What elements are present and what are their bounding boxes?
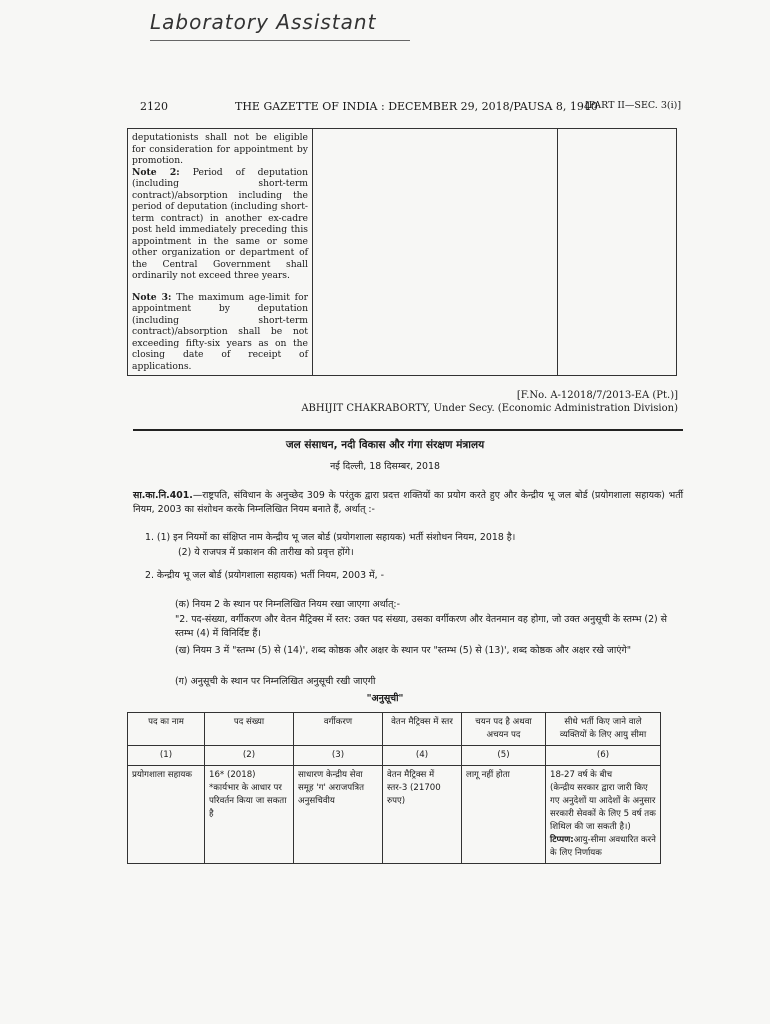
age-note-text: आयु-सीमा अवधारित करने के लिए निर्णायक <box>550 835 656 858</box>
col-number: (1) <box>128 746 205 766</box>
continued-rules-table <box>127 128 677 376</box>
age-relaxation: (केन्द्रीय सरकार द्वारा जारी किए गए अनुदेशों या आदेशों के अनुसार सरकारी सेवकों के लिए 5 वर्ष तक शिथिल की जा सकती है।) <box>550 783 656 832</box>
schedule-row <box>128 766 661 864</box>
cell-post-count <box>205 766 294 864</box>
col-number: (2) <box>205 746 294 766</box>
item-ka-quote: "2. पद-संख्या, वर्गीकरण और वेतन मैट्रिक्स में स्तर: उक्त पद संख्या, उसका वर्गीकरण और वेतनमान वह होगा, जो उक्त अनुसूची के स्तम्भ (2) से स्तम्भ (4) में विनिर्दिष्ट हैं। <box>175 614 668 639</box>
schedule-table <box>127 712 661 864</box>
deputation-line: deputationists shall not be eligible for consideration for appointment by promotion. <box>132 132 308 166</box>
schedule-number-row <box>128 746 661 766</box>
cell-selection: लागू नहीं होता <box>462 766 546 864</box>
age-range: 18-27 वर्ष के बीच <box>550 770 613 780</box>
note-3 <box>132 292 308 373</box>
notes-cell <box>128 129 313 376</box>
header-selection: चयन पद है अथवा अचयन पद <box>462 713 546 746</box>
file-reference <box>301 389 678 415</box>
date-line: नई दिल्ली, 18 दिसम्बर, 2018 <box>330 461 440 472</box>
age-note <box>550 834 656 860</box>
cell-classification: साधारण केन्द्रीय सेवा समूह 'ग' अराजपत्रित अनुसचिवीय <box>294 766 383 864</box>
cell-pay-level: वेतन मैट्रिक्स में स्तर-3 (21700 रुपए) <box>383 766 462 864</box>
preamble-paragraph <box>133 489 683 517</box>
handwritten-underline <box>150 40 410 42</box>
header-pay-level: वेतन मैट्रिक्स में स्तर <box>383 713 462 746</box>
file-number: [F.No. A-12018/7/2013-EA (Pt.)] <box>516 390 678 401</box>
notification-number: सा.का.नि.401. <box>133 490 193 501</box>
note-2 <box>132 167 308 282</box>
note-2-text: Period of deputation (including short-term contract)/absorption including the period of deputation (including short-term contract) in another ex-cadre post held immediately preceding this appointment in the same or some other organization or department of the Central Government shall ordinarily not exceed three years. <box>132 166 308 281</box>
cell-post-name: प्रयोगशाला सहायक <box>128 766 205 864</box>
schedule-header-row <box>128 713 661 746</box>
preamble-text: —राष्ट्रपति, संविधान के अनुच्छेद 309 के परंतुक द्वारा प्रदत्त शक्तियों का प्रयोग करते हुए और केन्द्रीय भू जल बोर्ड (प्रयोगशाला सहायक) भर्ती नियम, 2003 का संशोधन करके निम्नलिखित नियम बनाते हैं, अर्थात् :- <box>133 490 683 515</box>
empty-cell <box>313 129 558 376</box>
age-note-label: टिप्पण: <box>550 835 574 845</box>
item-2: 2. केन्द्रीय भू जल बोर्ड (प्रयोगशाला सहायक) भर्ती नियम, 2003 में, - <box>145 570 384 581</box>
col-number: (4) <box>383 746 462 766</box>
note-2-label: Note 2: <box>132 166 180 178</box>
col-number: (3) <box>294 746 383 766</box>
gazette-title: THE GAZETTE OF INDIA : DECEMBER 29, 2018/PAUSA 8, 1940 <box>235 100 598 113</box>
header-classification: वर्गीकरण <box>294 713 383 746</box>
note-3-text: The maximum age-limit for appointment by deputation (including short-term contract)/absorption shall be not exceeding fifty-six years as on the closing date of receipt of applications. <box>132 291 308 372</box>
handwritten-note: Laboratory Assistant <box>150 10 377 34</box>
header-post-name: पद का नाम <box>128 713 205 746</box>
item-kha: (ख) नियम 3 में "स्तम्भ (5) से (14)', शब्द कोष्ठक और अक्षर के स्थान पर "स्तम्भ (5) से (13)', शब्द कोष्ठक और अक्षर रखे जाएंगे" <box>175 645 632 656</box>
page-number: 2120 <box>140 100 168 113</box>
note-3-label: Note 3: <box>132 291 172 303</box>
post-count-note: *कार्यभार के आधार पर परिवर्तन किया जा सकता है <box>209 783 287 819</box>
post-count: 16* (2018) <box>209 770 256 780</box>
signatory: ABHIJIT CHAKRABORTY, Under Secy. (Economic Administration Division) <box>301 403 678 414</box>
section-divider <box>133 429 683 431</box>
header-post-count: पद संख्या <box>205 713 294 746</box>
item-ga: (ग) अनुसूची के स्थान पर निम्नलिखित अनुसूची रखी जाएगी <box>175 676 376 687</box>
col-number: (5) <box>462 746 546 766</box>
col-number: (6) <box>546 746 661 766</box>
item-ka: (क) नियम 2 के स्थान पर निम्नलिखित नियम रखा जाएगा अर्थात्:- <box>175 599 400 610</box>
ministry-title: जल संसाधन, नदी विकास और गंगा संरक्षण मंत्रालय <box>285 439 485 451</box>
item-1-2: (2) ये राजपत्र में प्रकाशन की तारीख को प्रवृत्त होंगे। <box>178 547 354 558</box>
item-1: 1. (1) इन नियमों का संक्षिप्त नाम केन्द्रीय भू जल बोर्ड (प्रयोगशाला सहायक) भर्ती संशोधन नियम, 2018 है। <box>145 532 516 543</box>
cell-age-limit <box>546 766 661 864</box>
part-label: [PART II—SEC. 3(i)] <box>585 100 682 111</box>
schedule-title: "अनुसूची" <box>366 693 404 704</box>
header-age-limit: सीधे भर्ती किए जाने वाले व्यक्तियों के लिए आयु सीमा <box>546 713 661 746</box>
empty-cell <box>558 129 677 376</box>
